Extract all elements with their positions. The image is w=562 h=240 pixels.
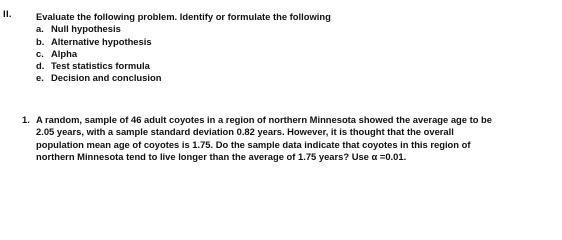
list-item-text: Decision and conclusion: [51, 72, 162, 84]
instruction-text: Evaluate the following problem. Identify or formulate the following: [36, 11, 331, 22]
problem-line: northern Minnesota tend to live longer than the average of 1.75 years? Use α =0.01.: [36, 151, 407, 163]
list-item-letter: b.: [36, 35, 45, 47]
list-item-letter: d.: [36, 60, 45, 72]
list-item-null-hypothesis: [36, 23, 331, 35]
list-item-text: Null hypothesis: [51, 23, 121, 35]
list-item-alpha: [36, 48, 331, 60]
problem-block: [22, 114, 554, 164]
problem-text: [36, 114, 492, 164]
problem-line: A random, sample of 46 adult coyotes in a region of northern Minnesota showed the average age to be: [36, 114, 492, 125]
list-item-text: Alternative hypothesis: [51, 35, 152, 47]
list-item-test-statistics: [36, 60, 331, 72]
section-number: II.: [3, 9, 12, 20]
list-item-alternative-hypothesis: [36, 36, 331, 48]
problem-number: 1.: [22, 114, 30, 125]
list-item-letter: e.: [36, 72, 44, 84]
list-item-decision: [36, 72, 331, 84]
list-item-letter: a.: [36, 23, 44, 35]
instructions-block: [36, 11, 331, 85]
list-item-letter: c.: [36, 47, 44, 59]
problem-line: population mean age of coyotes is 1.75. Do the sample data indicate that coyotes in this region of: [36, 138, 471, 150]
problem-line: 2.05 years, with a sample standard deviation 0.82 years. However, it is thought that the overall: [36, 126, 454, 138]
list-item-text: Alpha: [51, 47, 78, 59]
list-item-text: Test statistics formula: [51, 60, 150, 72]
